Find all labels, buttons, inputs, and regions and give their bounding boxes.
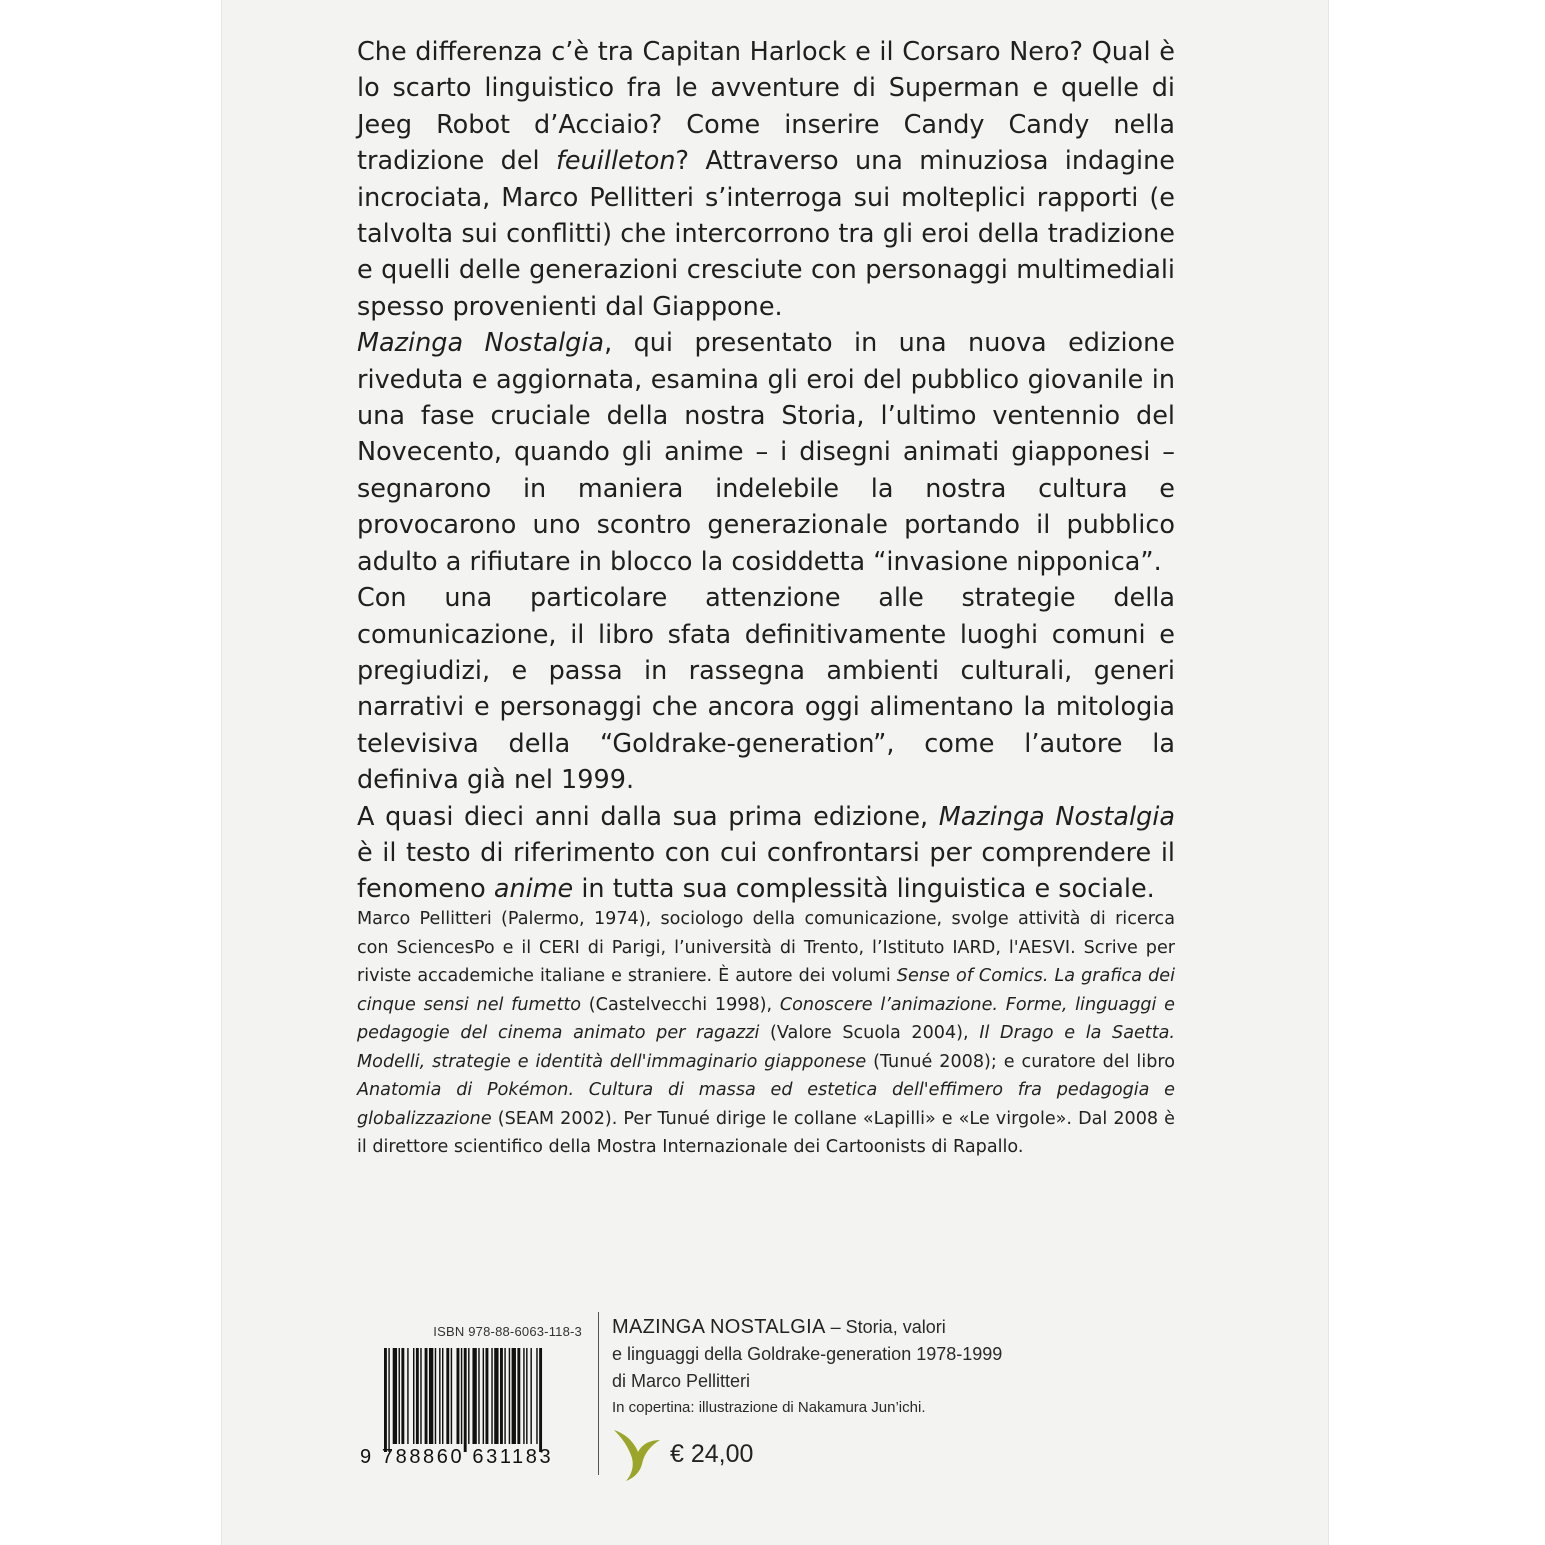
book-subtitle-1: – Storia, valori (825, 1317, 946, 1337)
barcode-bar (504, 1348, 505, 1444)
barcode-bar (539, 1348, 542, 1452)
barcode-bar (491, 1348, 492, 1444)
barcode-bar (384, 1348, 387, 1452)
barcode-bar (483, 1348, 484, 1444)
barcode-bar (420, 1348, 421, 1444)
barcode-bar (494, 1348, 498, 1444)
blurb-paragraph-3: Con una particolare attenzione alle strategie della comunicazione, il libro sfata definitivamente luoghi comuni e pregiudizi, e passa in rassegna ambienti culturali, generi narrativi e personaggi che ancora oggi alimentano la mitologia televisiva della “Goldrake-generation”, come l’autore la definiva già nel 1999. (357, 583, 1175, 796)
barcode-bar (509, 1348, 510, 1444)
barcode-bar (407, 1348, 408, 1444)
barcode-bar (457, 1348, 460, 1444)
barcode-bar (416, 1348, 419, 1444)
barcode-bar (478, 1348, 479, 1444)
barcode-bar (517, 1348, 520, 1444)
barcode-bar (442, 1348, 443, 1444)
book-subtitle-2: e linguaggi della Goldrake-generation 1978-1999 (612, 1344, 1003, 1364)
author-bio-paragraph: Marco Pellitteri (Palermo, 1974), sociologo della comunicazione, svolge attività di ricerca con SciencesPo e il CERI di Parigi, l’università di Trento, l’Istituto IARD, l'AESVI. Scrive per riviste accademiche italiane e straniere. È autore dei volumi Sense of Comics. La grafica dei cinque sensi nel fumetto (Castelvecchi 1998), Conoscere l’animazione. Forme, linguaggi e pedagogie del cinema animato per ragazzi (Valore Scuola 2004), Il Drago e la Saetta. Modelli, strategie e identità dell'immaginario giapponese (Tunué 2008); e curatore del libro Anatomia di Pokémon. Cultura di massa ed estetica dell'effimero fra pedagogia e globalizzazione (SEAM 2002). Per Tunué dirige le collane «Lapilli» e «Le virgole». Dal 2008 è il direttore scientifico della Mostra Internazionale dei Cartoonists di Rapallo. (357, 909, 1175, 1157)
barcode-bar (526, 1348, 527, 1444)
barcode-bar (439, 1348, 440, 1444)
barcode-bar (530, 1348, 531, 1444)
barcode-bar (512, 1348, 516, 1444)
colophon-title-line (612, 1314, 1072, 1341)
barcode-bar (523, 1348, 524, 1444)
author-bio (357, 905, 1175, 1162)
barcode-bar (451, 1348, 452, 1444)
isbn-label: ISBN 978-88-6063-118-3 (433, 1324, 582, 1339)
barcode-bar (393, 1348, 397, 1444)
barcode-bar (413, 1348, 414, 1444)
colophon (612, 1314, 1072, 1419)
barcode-bar (429, 1348, 433, 1444)
cover-credit: In copertina: illustrazione di Nakamura Jun’ichi. (612, 1399, 926, 1416)
barcode-bar (500, 1348, 503, 1444)
barcode-bar (486, 1348, 489, 1444)
swift-bird-logo-icon (612, 1424, 662, 1482)
book-title: MAZINGA NOSTALGIA (612, 1316, 826, 1338)
barcode-bar (435, 1348, 436, 1444)
barcode-bar (464, 1348, 467, 1452)
blurb-paragraph-2: Mazinga Nostalgia, qui presentato in una nuova edizione riveduta e aggiornata, esamina gli eroi del pubblico giovanile in una fase cruciale della nostra Storia, l’ultimo ventennio del Novecento, quando gli anime – i disegni animati giapponesi – segnarono in maniera indelebile la nostra cultura e provocarono uno scontro generazionale portando il pubblico adulto a rifiutare in blocco la cosiddetta “invasione nipponica”. (357, 328, 1175, 577)
barcode-bar (446, 1348, 449, 1444)
barcode-bar (472, 1348, 476, 1444)
blurb-paragraph-1: Che differenza c’è tra Capitan Harlock e il Corsaro Nero? Qual è lo scarto linguistico fra le avventure di Superman e quelle di Jeeg Robot d’Acciaio? Come inserire Candy Candy nella tradizione del feuilleton? Attraverso una minuziosa indagine incrociata, Marco Pellitteri s’interroga sui molteplici rapporti (e talvolta sui conflitti) che intercorrono tra gli eroi della tradizione e quelli delle generazioni cresciute con personaggi multimediali spesso provenienti dal Giappone. (357, 37, 1175, 322)
barcode-icon (384, 1348, 586, 1452)
price: € 24,00 (670, 1440, 754, 1468)
barcode-bar (388, 1348, 389, 1452)
barcode-bar (468, 1348, 469, 1444)
barcode-bar (425, 1348, 428, 1444)
barcode-bar (401, 1348, 404, 1444)
blurb-text (357, 34, 1175, 908)
barcode-bar (536, 1348, 537, 1444)
book-author: di Marco Pellitteri (612, 1371, 751, 1391)
colophon-divider (598, 1312, 599, 1475)
barcode-bar (399, 1348, 400, 1444)
blurb-paragraph-4: A quasi dieci anni dalla sua prima edizione, Mazinga Nostalgia è il testo di riferimento con cui confrontarsi per comprendere il fenomeno anime in tutta sua complessità linguistica e sociale. (357, 801, 1175, 905)
barcode-digits: 9 788860 631183 (360, 1446, 554, 1468)
barcode-bar (461, 1348, 462, 1444)
